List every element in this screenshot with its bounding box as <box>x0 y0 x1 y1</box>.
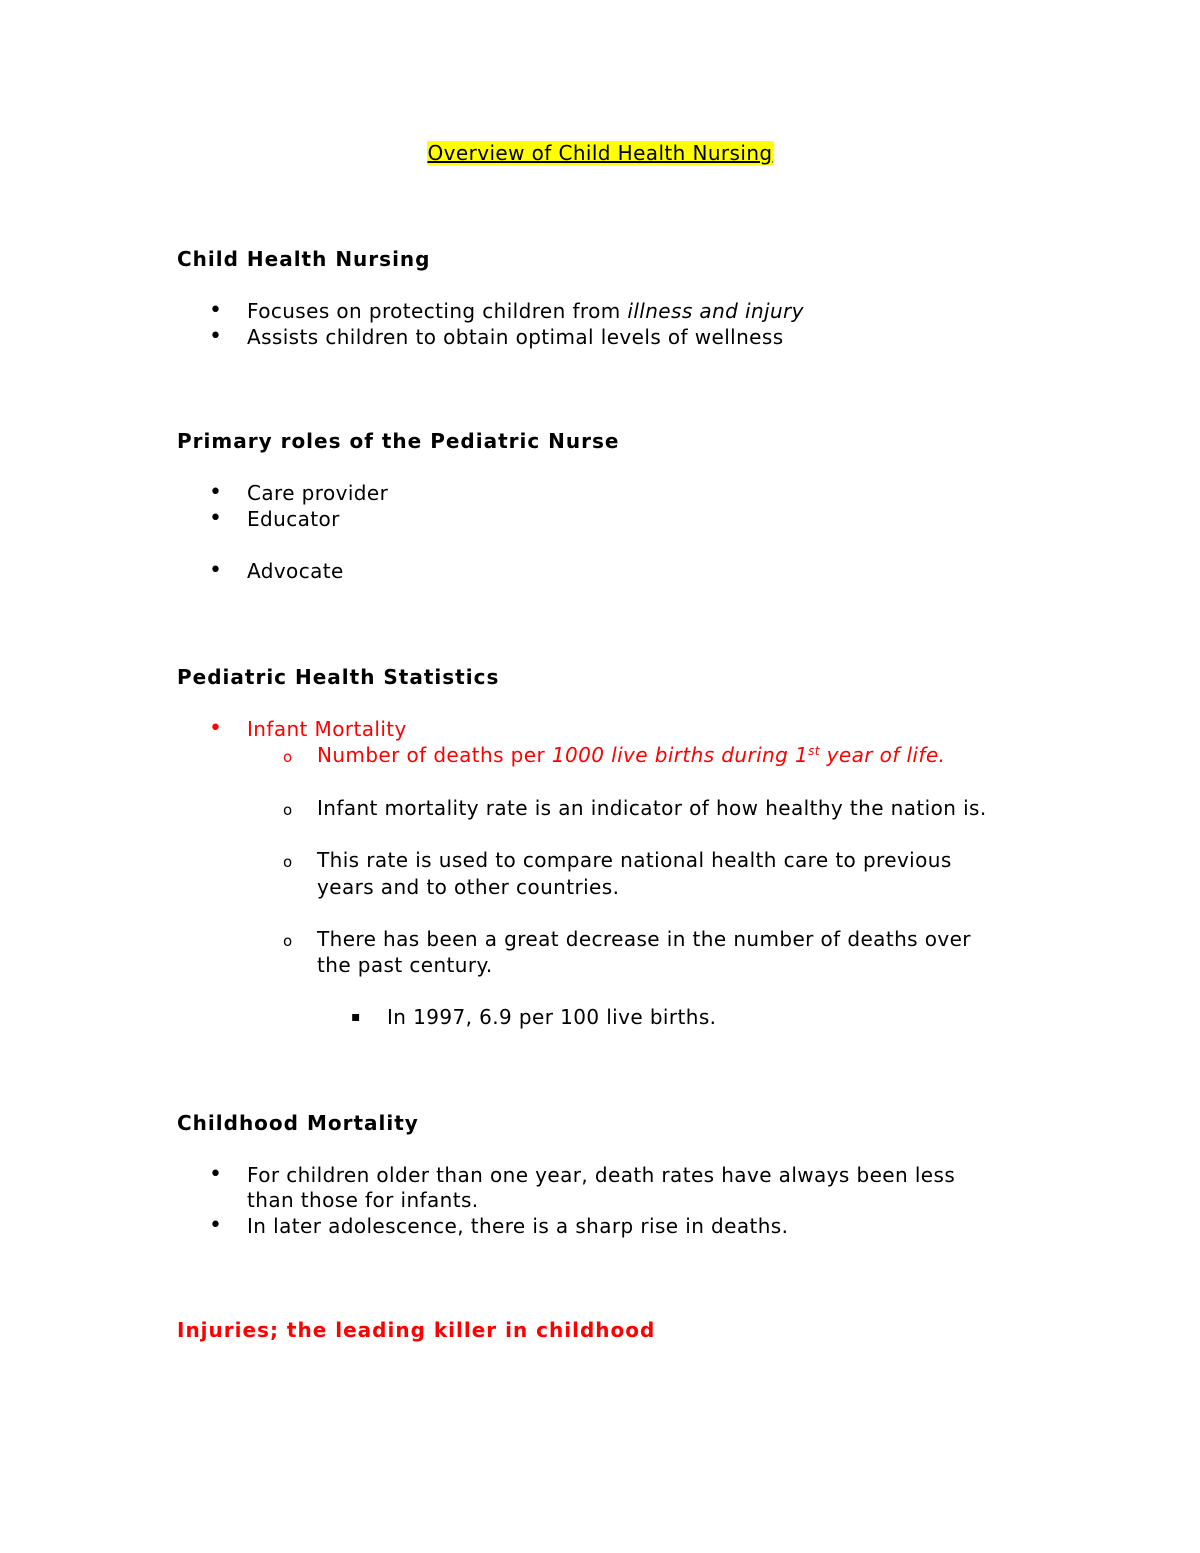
bullet-icon: • <box>209 324 223 349</box>
list-item: Educator <box>247 507 340 531</box>
list-item: Focuses on protecting children from illness and injury <box>247 299 804 323</box>
section-heading-child-health-nursing: Child Health Nursing <box>177 247 431 271</box>
bullet-icon: • <box>209 558 223 583</box>
section-heading-childhood-mortality: Childhood Mortality <box>177 1111 419 1135</box>
bullet-icon: • <box>209 716 223 741</box>
list-item-infant-mortality: Infant Mortality <box>247 717 407 741</box>
section-heading-primary-roles: Primary roles of the Pediatric Nurse <box>177 429 620 453</box>
circle-bullet-icon: o <box>283 801 293 819</box>
sub-list-item-continuation: the past century. <box>317 953 493 977</box>
sub-list-item: There has been a great decrease in the number of deaths over <box>317 927 971 951</box>
document-title-text: Overview of Child Health Nursing <box>427 141 773 165</box>
sub-list-item: This rate is used to compare national health care to previous <box>317 848 952 872</box>
bullet-icon: • <box>209 1162 223 1187</box>
square-bullet-icon: ▪ <box>351 1009 361 1025</box>
section-heading-pediatric-health-statistics: Pediatric Health Statistics <box>177 665 500 689</box>
bullet-icon: • <box>209 480 223 505</box>
sub-list-item-continuation: years and to other countries. <box>317 875 620 899</box>
list-item: In later adolescence, there is a sharp rise in deaths. <box>247 1214 789 1238</box>
circle-bullet-icon: o <box>283 748 293 766</box>
sub-sub-list-item: In 1997, 6.9 per 100 live births. <box>387 1005 717 1029</box>
section-heading-injuries: Injuries; the leading killer in childhood <box>177 1318 656 1342</box>
list-item: For children older than one year, death rates have always been less <box>247 1163 956 1187</box>
bullet-icon: • <box>209 506 223 531</box>
sub-list-item: Number of deaths per 1000 live births during 1st year of life. <box>317 743 946 767</box>
circle-bullet-icon: o <box>283 853 293 871</box>
document-title <box>0 140 1200 166</box>
list-item-continuation: than those for infants. <box>247 1188 479 1212</box>
list-item: Advocate <box>247 559 344 583</box>
sub-list-item: Infant mortality rate is an indicator of how healthy the nation is. <box>317 796 987 820</box>
bullet-icon: • <box>209 298 223 323</box>
list-item: Assists children to obtain optimal levels of wellness <box>247 325 784 349</box>
bullet-icon: • <box>209 1213 223 1238</box>
list-item: Care provider <box>247 481 389 505</box>
circle-bullet-icon: o <box>283 932 293 950</box>
